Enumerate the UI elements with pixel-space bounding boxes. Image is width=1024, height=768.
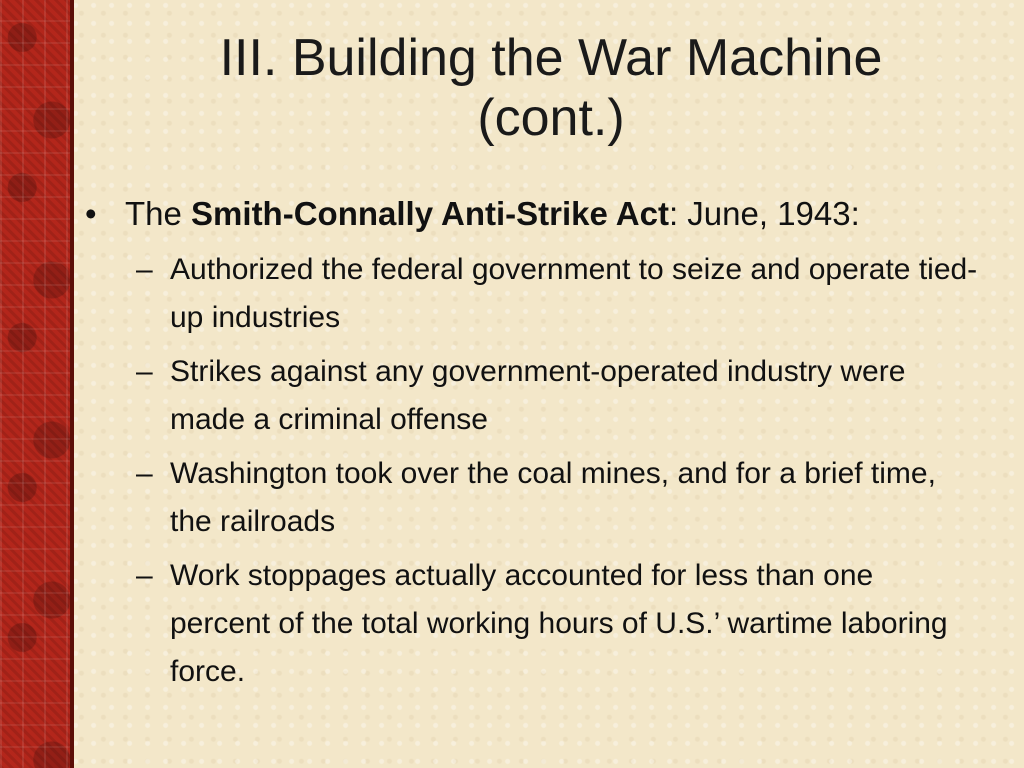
- sub-bullet-text: Strikes against any government-operated industry were made a criminal offense: [170, 355, 906, 436]
- main-bullet-prefix: The: [125, 195, 192, 232]
- dash-icon: –: [136, 559, 153, 592]
- bullet-dot-icon: •: [85, 195, 97, 232]
- sub-bullet-text: Washington took over the coal mines, and for a brief time, the railroads: [170, 457, 936, 538]
- sub-bullet-3: [80, 450, 980, 546]
- sub-bullet-2: [80, 348, 980, 444]
- title-line-1: III. Building the War Machine: [219, 29, 883, 87]
- sub-bullet-text: Work stoppages actually accounted for less than one percent of the total working hours of U.S.’ wartime laboring force.: [170, 559, 948, 688]
- dash-icon: –: [136, 253, 153, 286]
- dash-icon: –: [136, 457, 153, 490]
- main-bullet-suffix: : June, 1943:: [668, 195, 860, 232]
- title-line-2: (cont.): [477, 89, 625, 147]
- slide-content: [80, 188, 980, 696]
- dash-icon: –: [136, 355, 153, 388]
- sub-bullet-4: [80, 552, 980, 696]
- main-bullet-emphasis: Smith-Connally Anti-Strike Act: [191, 195, 669, 232]
- main-bullet: [80, 188, 980, 240]
- page-title: [78, 28, 1024, 148]
- decorative-left-border: [0, 0, 74, 768]
- sub-bullet-text: Authorized the federal government to seize and operate tied-up industries: [170, 253, 978, 334]
- sub-bullet-1: [80, 246, 980, 342]
